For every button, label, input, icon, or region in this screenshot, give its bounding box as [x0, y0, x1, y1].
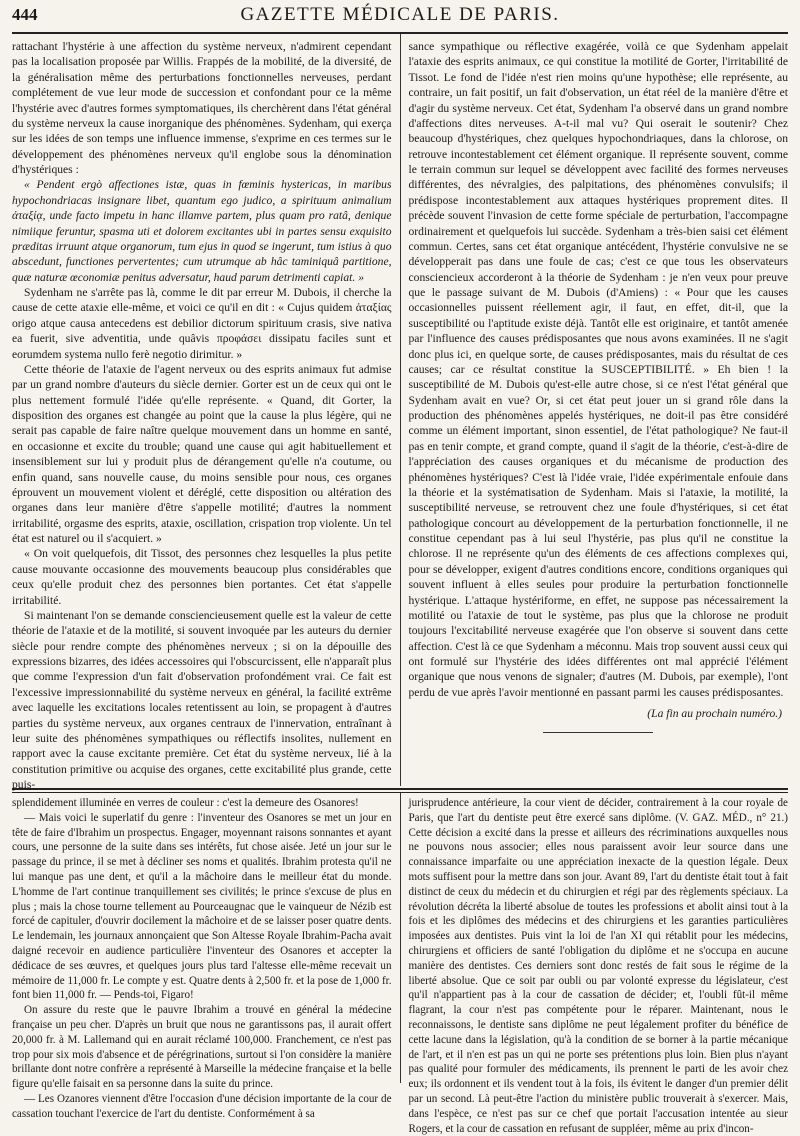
article-paragraph: sance sympathique ou réflective exagérée, voilà ce que Sydenham appelait l'ataxie des esprits animaux, ce qui constitue la motilité de Gorter, l'irritabilité de Tissot. Le fond de l'idée n'est rien moins qu'une hypothèse; elle représente, au contraire, un fait positif, un fait d'observation, un état réel de la manière d'être et d'agir du système nerveux. Cet état, Sydenham l'a observé dans un grand nombre d'affections dites nerveuses. A-t-il mal vu? Qui oserait le soutenir? Chez beaucoup d'hystériques, chez quelques hypochondriaques, dans la chlorose, on retrouve incontestablement cet élément organique. Il représente souvent, comme le terrain commun sur lequel se développent avec facilité des formes nerveuses différentes, des névralgies, des palpitations, des phénomènes convulsifs; il prédispose incontestablement aux attaques hystériques proprement dites. Il précède souvent l'invasion de cette forme spéciale de perturbation, l'accompagne ordinairement et quelquefois lui succède. Sydenham a très-bien saisi cet élément commun. Certes, sans cet état organique antécédent, l'hystérie convulsive ne se développerait pas dans une foule de cas; c'est ce que tous les observateurs consciencieux accorderont à la théorie de Sydenham : je n'en veux pour preuve que le passage suivant de M. Dubois (d'Amiens) : « Pour que les causes occasionnelles puissent réellement agir, il faut, en effet, dit-il, que la susceptibilité ou l'aptitude existe déjà. Tantôt elle est originaire, et tantôt amenée par l'influence des causes prédisposantes que nous avons examinées. Il ne s'agit donc plus ici, en quelque sorte, de causes prédisposantes, mais du résultat de ces causes; car ce résultat constitue la SUSCEPTIBILITÉ. » Eh bien ! la susceptibilité de M. Dubois qu'est-elle autre chose, si ce n'est l'état général que Sydenham avait en vue? Or, si cet état peut jouer un si grand rôle dans la production des phénomènes appelés hystériques, ne doit-il pas être considéré comme un élément important, sinon essentiel, de l'état pathologique? Ne faut-il pas en tenir compte, et grand compte, quand il s'agit de la théorie, c'est-à-dire de l'appréciation des causes organiques et du mécanisme de production des phénomènes hystériques? C'est là l'idée vraie, l'idée expérimentale enfouie dans la théorie et la systématisation de Sydenham. Mais si l'ataxie, la motilité, la susceptibilité nerveuse, se retrouvent chez une foule d'hystériques, si cet état pathologique concourt au développement de la perturbation fonctionnelle, il ne constitue cependant pas à lui seul l'hystérie, pas plus qu'il ne constitue la chlorose. Il ne représente qu'un des éléments de ces affections complexes qui, pour se développer, exigent d'autres conditions encore, conditions organiques qui souvent influent à elles seules pour produire la perturbation fonctionnelle hystérique. L'attaque hystériforme, en effet, ne suppose pas nécessairement la motilité ou l'ataxie de tout le système, pas plus que la chlorose ne produit toujours l'excitabilité nerveuse exagérée que l'on observe si souvent dans cette affection. C'est là ce que Sydenham a méconnu. Mais trop souvent aussi ceux qui ont formulé sur l'hystérie des idées différentes ont mal apprécié l'élément organique que nous venons de signaler; d'autres (M. Dubois, par exemple), l'ont perdu de vue après l'avoir mentionné en passant parmi les causes prédisposantes. [408, 40, 788, 699]
section-divider [543, 732, 653, 733]
news-paragraph: jurisprudence antérieure, la cour vient de décider, contrairement à la cour royale de Paris, que l'art du dentiste peut être exercé sans diplôme. (V. GAZ. MÉD., n° 21.) Cette décision a excité dans la presse et ailleurs des récriminations auxquelles nous ne pouvons nous associer; elles nous paraissent avoir leur source dans une connaissance imparfaite ou une appréciation inexacte de la question légale. Deux mots suffisent pour la mettre dans son jour. Avant 89, l'art du dentiste était tout à fait distinct de ceux du médecin et du chirurgien et régi par des règlements spéciaux. La révolution décréta la liberté absolue de toutes les professions et abolit ainsi tout à la fois et les diplômes des médecins et des chirurgiens et les garanties particulières imposées aux dentistes. Puis vint la loi de l'an XI qui rétablit pour les médecins, chirurgiens et officiers de santé l'obligation du diplôme et ne s'occupa en aucune manière des dentistes. Ces derniers sont donc restés de fait sous le régime de la liberté absolue. Que ce soit par oubli ou par volonté expresse du législateur, c'est qu'il n'appartient pas à la cour de cassation de décider; et, l'oubli fût-il même flagrant, la cour n'est pas compétente pour le réparer. Maintenant, nous le reconnaissons, le dentiste sans diplôme ne peut légalement profiter du bénéfice de cette lacune dans la législation, qu'à la condition de se borner à la partie mécanique de l'art, et il n'en est pas un qui ne porte ses prétentions plus loin. Bien plus n'ayant pas qualité pour formuler des médicaments, ils prennent le parti de les avoir chez eux; ils ordonnent et ils vendent tout à la fois, ils évitent le danger d'un premier délit par un second. Là peut-être l'action du ministère public trouverait à s'exercer. Mais, dans l'espèce, ce n'est pas sur ce chef que portait l'accusation intentée au sieur Rogers, et la cour de cassation en refusant de suppléer, même au prix d'incon- [408, 797, 788, 1135]
article-paragraph: Si maintenant l'on se demande consciencieusement quelle est la valeur de cette théorie de l'ataxie et de la motilité, si souvent invoquée par les auteurs du dernier siècle pour rendre compte des phénomènes nerveux ; si on la dépouille des expressions bizarres, des idées accessoires qui l'obscurcissent, elle n'apparaît plus que comme l'expression d'un fait d'observation profondément vrai. Ce fait est l'excessive impressionnabilité du système nerveux en général, la facilité extrême avec laquelle les excitations locales retentissent au loin, se propagent à d'autres parties du système nerveux, aux organes centraux de l'innervation, entraînant à leur suite des phénomènes sympathiques ou réflectifs insolites, nullement en rapport avec la cause excitante première. Cet état du système nerveux, lié à la constitution primitive ou acquise des organes, cette excitabilité plus grande, cette puis- [12, 608, 392, 791]
article-paragraph: « On voit quelquefois, dit Tissot, des personnes chez lesquelles la plus petite cause mouvante occasionne des mouvements beaucoup plus considérables que ceux qu'elle produit chez des personnes bien portantes. Cet état s'appelle irritabilité. [12, 547, 392, 607]
news-column-left [8, 793, 401, 1120]
article-column-right [401, 34, 793, 786]
article-column-left [8, 34, 401, 791]
news-paragraph: splendidement illuminée en verres de couleur : c'est la demeure des Osanores! [12, 797, 359, 809]
main-article [8, 34, 792, 791]
news-paragraph: — Mais voici le superlatif du genre : l'inventeur des Osanores se met un jour en tête de faire d'Ibrahim un prospectus. Engager, moyennant raisons sonnantes et ayant cours, une personne de la suite dans ses intérêts, fut chose aisée. Jeté un jour sur le passage du prince, il se met à décliner ses noms et qualités. Ibrahim protesta qu'il ne lui manque pas une dent, et qu'il a la mâchoire dans le meilleur état du monde. L'homme de l'art continue tranquillement ses civilités; le prince s'excuse de plus en plus ; mais la chose tourne tellement au Pourceaugnac que le vainqueur de Nézib est forcé de capituler, d'ouvrir docilement la mâchoire et de se laisser poser quatre dents. Le lendemain, les journaux annonçaient que Son Altesse Royale Ibrahim-Pacha avait daigné recevoir en audience particulière l'inventeur des Osanores et accepter la dédicace de ses œuvres, et quelques jours plus tard l'altesse elle-même recevait un mémoire de 11,000 fr. Le compte y est. Quatre dents à 2,500 fr. et la pose de 1,000 fr. font bien 11,000 fr. — Pends-toi, Figaro! [12, 811, 392, 1002]
latin-quote-paragraph: « Pendent ergò affectiones istæ, quas in fœminis hystericas, in maribus hypochondriacas insignare libet, quantum ego judico, a spirituum animalium ἀταξίᾳ, unde facto impetu in hanc illamve partem, plus quam pro ratâ, denique nimiique feruntur, spasma uti et dolorem excitantes ubi in partes sensu exquisito præditas irruunt atque organorum, tum ejus in quod se ingerunt, tum istius à quo abscedunt, functiones pervertentes; cum utrumque ab hâc taminiquâ partitione, quæ naturæ œconomiæ penitus adversatur, haud parum detrimenti capiat. » [12, 178, 392, 284]
article-paragraph: Cette théorie de l'ataxie de l'agent nerveux ou des esprits animaux fut admise par un grand nombre d'auteurs du siècle dernier. Gorter est un de ceux qui ont le plus nettement formulé l'idée qu'elle représente. « Quand, dit Gorter, la disposition des organes est changée au point que la cause la plus légère, qui ne serait pas capable de faire naître quelque mouvement dans un homme en santé, en occasionne et excite du trouble; quand une cause qui agit habituellement et insensiblement sur lui y produit plus de dérangement qu'elle n'a coutume, ou enfin quand, sans nouvelle cause, du moins sensible pour nous, ces organes éprouvent un mouvement violent et déréglé, cette disposition ou altération des organes dans leur manière d'être s'appelle motilité; d'autres la nomment irritabilité, orgasme des esprits, ataxie, oscillation, crispation trop violente. Un tel état est naturel ou il s'acquiert. » [12, 362, 392, 545]
page-number: 444 [12, 5, 38, 24]
news-column-right [401, 793, 793, 1135]
article-paragraph: rattachant l'hystérie à une affection du système nerveux, n'admirent cependant pas la localisation proposée par Willis. Frappés de la mobilité, de la diversité, de la généralisation même des perturbations fonctionnelles nerveuses, perdant complétement de vue leur mode de succession et confondant pour ce la même l'hystérie avec d'autres formes symptomatiques, ils cherchèrent dans l'état général du système nerveux la cause inorganique des phénomènes. Sydenham, qui exerça sur les idées de son temps une influence immense, s'exprime en ces termes sur le développement des phénomènes nerveux qu'il englobe sous la dénomination d'hystériques : [12, 40, 392, 176]
news-section [8, 793, 792, 1135]
continued-note: (La fin au prochain numéro.) [647, 707, 782, 721]
news-paragraph: On assure du reste que le pauvre Ibrahim a trouvé en général la médecine française un peu cher. D'après un bruit que nous ne garantissons pas, il aurait offert 20,000 fr. à M. Lallemand qui en aurait réclamé 100,000. Franchement, ce n'est pas trop pour six mois d'absence et de pérégrinations, surtout si l'on considère la manière brillante dont notre confrère a représenté à Marseille la médecine française et la belle figure qu'elle faisait en sa personne dans la suite du prince. [12, 1004, 392, 1091]
news-paragraph: — Les Ozanores viennent d'être l'occasion d'une décision importante de la cour de cassation touchant l'exercice de l'art du dentiste. Conformément à sa [12, 1092, 392, 1120]
article-paragraph: Sydenham ne s'arrête pas là, comme le dit par erreur M. Dubois, il cherche la cause de cette ataxie elle-même, et voici ce qu'il en dit : « Cujus quidem ἀταξίας origo atque causa antecedens est debilior dictorum spirituum crasis, sive nativa ea fuerit, sive adventitia, unde quâvis προφάσει dissipatu faciles sunt et eorumdem systema nullo ferè negotio dirimitur. » [12, 286, 392, 361]
journal-title: GAZETTE MÉDICALE DE PARIS. [240, 4, 560, 25]
page-header [12, 4, 788, 34]
